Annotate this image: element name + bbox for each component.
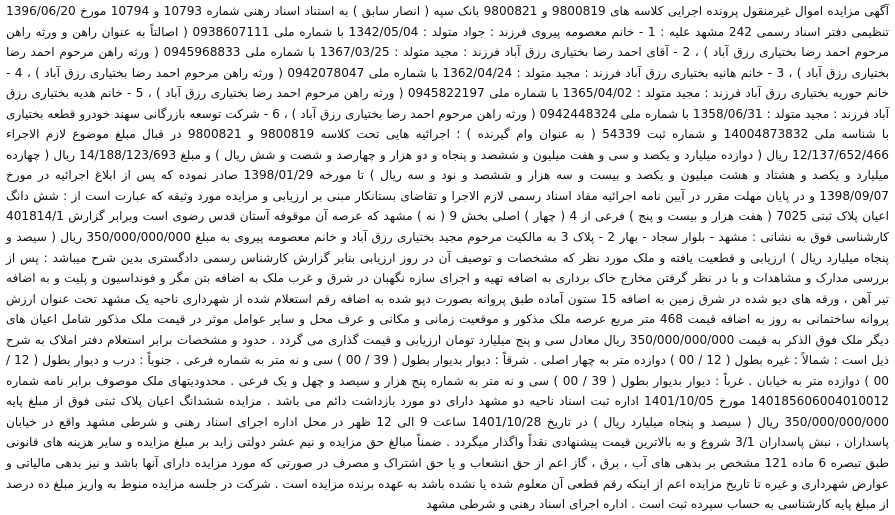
notice-body: تنظیمی دفتر اسناد رسمی 242 مشهد علیه : 1 - خانم معصومه پیروی فرزند : جواد متولد : 1342/05/04 با شماره ملی 0938607111 ( اصالتاً به عنوان راهن و ورثه راهن مرحوم احمد رضا بختیاری رزق آباد ) ، 2 - آقای احمد رضا بختیاری رزق آباد فرزند : مجید متولد : 1367/03/25 با شماره ملی 0945968833 ( ورثه راهن مرحوم احمد رضا بختیاری رزق آباد ) ، 3 - خانم هانیه بختیاری رزق آباد فرزند : مجید متولد : 1362/04/24 با شماره ملی 0942078047 ( ورثه راهن مرحوم احمد رضا بختیاری رزق آباد ) ، 4 - خانم حوریه بختیاری رزق آباد فرزند : مجید متولد : 1365/04/02 با شماره ملی 0945822197 ( ورثه راهن مرحوم احمد رضا بختیاری رزق آباد ) ، 5 - خانم هدیه بختیاری رزق آباد فرزند : مجید متولد : 1358/06/31 با شماره ملی 0942448324 ( ورثه راهن مرحوم احمد رضا بختیاری رزق آباد ) ، 6 - شرکت توسعه بازرگانی سهند خودرو قطعه بختیاری با شناسه ملی 14004873832 و شماره ثبت 54339 ( به عنوان وام گیرنده ) ؛ اجرائیه هایی تحت کلاسه 9800819 و 9800821 در قبال مبلغ موضوع لازم الاجراء 12/137/652/466 ریال ( دوازده میلیارد و یکصد و سی و هفت میلیون و ششصد و پنجاه و دو هزار و چهارصد و شصت و شش ریال ) و مبلغ 14/188/123/693 ریال ( چهارده میلیارد و یکصد و هشتاد و هشت میلیون و یکصد و بیست و سه هزار و ششصد و نود و سه ریال ) تا مورخه 1398/01/29 صادر نموده که پس از ابلاغ اجرائیه در مورخ 1398/09/07 و در پایان مهلت مقرر در آیین نامه اجرائیه مفاد اسناد رسمی لازم الاجرا و تقاضای بستانکار مبنی بر ارزیابی و مزایده مورد وثیقه که عبارت است از : شش دانگ اعیان پلاک ثبتی 7025 ( هفت هزار و بیست و پنج ) فرعی از 4 ( چهار ) اصلی بخش 9 ( نه ) مشهد که عرصه آن موقوفه آستان قدس رضوی است وبرابر گزارش 401814/1 کارشناسی فوق به نشانی : مشهد - بلوار سجاد - بهار 2 - پلاک 3 به مالکیت مرحوم مجید بختیاری رزق آباد و خانم معصومه پیروی به مبلغ 350/000/000/000 ریال ( سیصد و پنجاه میلیارد ریال ) ارزیابی و قطعیت یافته و ملک مورد نظر که مشخصات و توصیف آن در روز ارزیابی بنابر گزارش کارشناس رسمی دادگستری بدین شرح میباشد : پس از بررسی مدارک و مشاهدات و با در نظر گرفتن مخارج خاک برداری به اضافه تهیه و اجرای سازه نگهبان در شرق و غرب ملک به اضافه بتن مگر و فونداسیون و پلیت و به اضافه تیر آهن ، ورقه های دیو شده در شرق زمین به اضافه 15 ستون آماده طبق پروانه بصورت دپو شده به اضافه رقم استعلام شده از شهرداری ناحیه یک مشهد تحت عنوان ارزش پروانه ساختمانی به روز به اضافه قیمت 468 متر مربع عرصه ملک مذکور و موقعیت زمانی و مکانی و عرف محل و سایر عوامل موثر در قیمت ملک مذکور شامل اعیان های دیگر ملک فوق الذکر به قیمت 350/000/000/000 ریال معادل سی و پنج میلیارد تومان ارزیابی و قیمت گذاری می گردد . حدود و مشخصات برابر استعلام دفتر املاک به شرح ذیل است : شمالاً : غیره بطول ( 12 / 00 ) دوازده متر به چهار اصلی . شرقاً : دیوار بدیوار بطول ( 39 / 00 ) سی و نه متر به شماره فرعی . جنوباً : درب و دیوار بطول ( 12 / 00 ) دوازده متر به خیابان . غرباً : دیوار بدیوار بطول ( 39 / 00 ) سی و نه متر به شماره پنج هزار و سیصد و چهل و یک فرعی . محدودیتهای ملک موصوف برابر نامه شماره 140185606004010012 مورخ 1401/10/05 اداره ثبت اسناد ناحیه دو مشهد دارای دو مورد بازداشت دائم می باشد . مزایده ششدانگ اعیان پلاک ثبتی فوق از مبلغ پایه 350/000/000/000 ریال ( سیصد و پنجاه میلیارد ریال ) در تاریخ 1401/10/28 ساعت 9 الی 12 ظهر در محل اداره اجرای اسناد رهنی و شرطی مشهد واقع در خیابان پاسداران ، نبش پاسداران 3/1 شروع و به بالاترین قیمت پیشنهادی نقداً واگذار میگردد . ضمناً مبالغ حق مزایده و نیم عشر دولتی زاید بر مبلغ مزایده و سایر هزینه های قانونی طبق تبصره 6 ماده 121 مشخص بر بدهی های آب ، برق ، گاز اعم از حق انشعاب و یا حق اشتراک و مصرف در صورتی که مورد مزایده دارای آنها باشد و نیز بدهی مالیاتی و عوارض شهرداری و غیره تا تاریخ مزایده اعم از اینکه رقم قطعی آن معلوم شده یا نشده باشد به عهده برنده مزایده است . شرکت در جلسه مزایده منوط به واریز مبلغ ده درصد از مبلغ پایه کارشناسی به حساب سپرده ثبت است . اداره اجرای اسناد رهنی و شرطی مشهد [6,24,890,512]
notice-title: آگهی مزایده اموال غیرمنقول پرونده اجرایی کلاسه های 9800819 و 9800821 بانک سپه ( انصار سابق ) به استناد اسناد رهنی شماره 10793 و 10794 مورخ 1396/06/20 [6,4,890,18]
notice-text [6,1,889,515]
